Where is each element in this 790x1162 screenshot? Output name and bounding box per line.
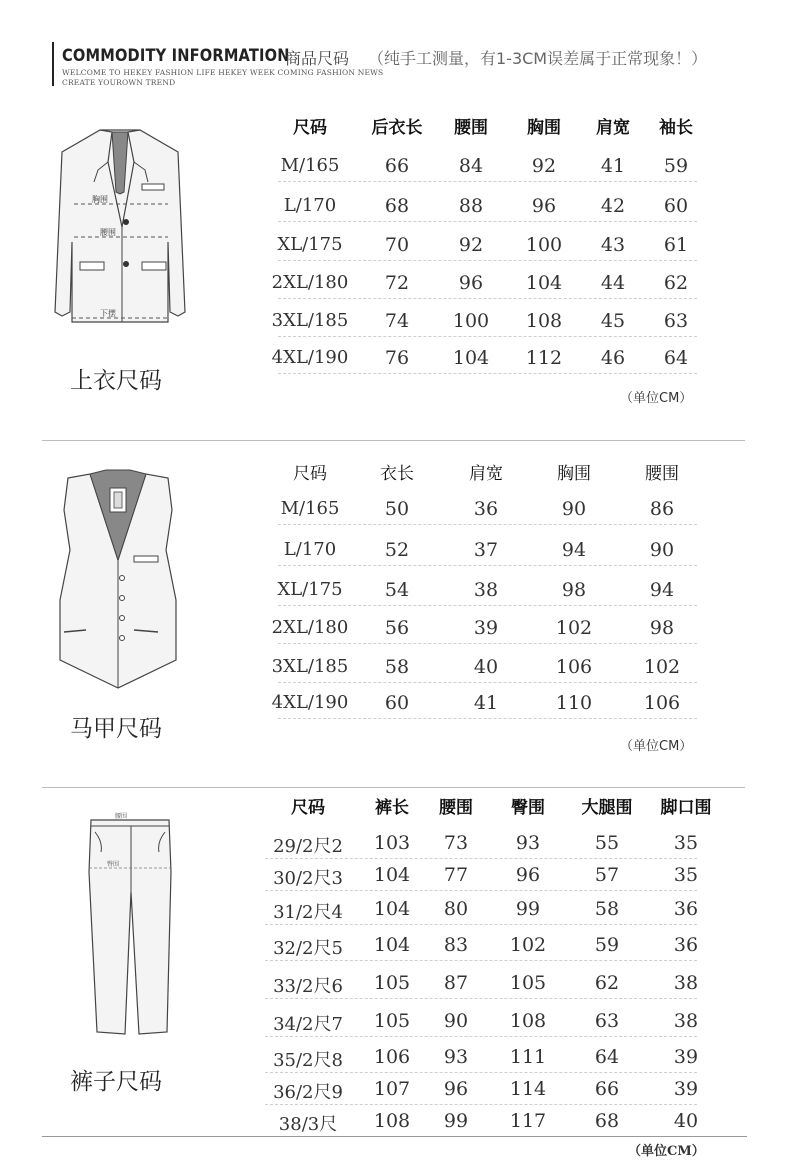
- vest-table-cell: 86: [649, 498, 675, 520]
- jacket-col-header: 尺码: [293, 118, 327, 138]
- pants-table-cell: 29/2尺2: [273, 836, 343, 857]
- jacket-table-cell: 46: [600, 347, 626, 369]
- vest-table-cell: 94: [561, 539, 587, 561]
- jacket-table-cell: 96: [458, 272, 484, 294]
- pants-table-cell: 31/2尺4: [273, 902, 343, 923]
- pants-table-cell: 102: [509, 934, 547, 956]
- pants-table-cell: 105: [373, 1010, 411, 1032]
- jacket-table-cell: 104: [452, 347, 490, 369]
- pants-table-cell: 77: [443, 864, 469, 886]
- jacket-table-cell: 43: [600, 234, 626, 256]
- header-title-cn: 商品尺码: [285, 49, 350, 68]
- pants-table-cell: 96: [443, 1078, 469, 1100]
- pants-table-cell: 114: [509, 1078, 547, 1100]
- pants-table-cell: 104: [373, 934, 411, 956]
- jacket-row-separator: [278, 181, 697, 182]
- jacket-table-cell: 60: [663, 195, 689, 217]
- pants-col-header: 大腿围: [581, 798, 633, 818]
- jacket-table-cell: 4XL/190: [271, 347, 349, 368]
- vest-table-cell: XL/175: [277, 579, 343, 600]
- jacket-table-cell: 3XL/185: [271, 310, 349, 331]
- pants-col-header: 腰围: [439, 798, 473, 818]
- pants-table-cell: 90: [443, 1010, 469, 1032]
- vest-table-cell: 41: [473, 692, 499, 714]
- jacket-table-cell: 112: [525, 347, 563, 369]
- vest-table-cell: 94: [649, 579, 675, 601]
- pants-table-cell: 35: [673, 832, 699, 854]
- pants-table-cell: 66: [594, 1078, 620, 1100]
- vest-table-cell: 4XL/190: [271, 692, 349, 713]
- jacket-diagram: [50, 122, 190, 342]
- pants-row-separator: [265, 890, 697, 891]
- section-divider-2: [42, 787, 745, 788]
- pants-table-cell: 96: [515, 864, 541, 886]
- jacket-diagram-chest: 胸围: [92, 195, 108, 204]
- pants-table-cell: 87: [443, 972, 469, 994]
- jacket-table-cell: 62: [663, 272, 689, 294]
- vest-table-cell: L/170: [283, 539, 337, 560]
- header-note: （纯手工测量，有1-3CM误差属于正常现象！）: [368, 49, 708, 68]
- vest-col-header: 胸围: [557, 464, 591, 484]
- pants-table-cell: 117: [509, 1110, 547, 1132]
- pants-table-cell: 105: [509, 972, 547, 994]
- vest-table-cell: 98: [561, 579, 587, 601]
- jacket-table-cell: 66: [384, 155, 410, 177]
- pants-table-cell: 57: [594, 864, 620, 886]
- vest-table-cell: 110: [555, 692, 593, 714]
- vest-table-cell: 36: [473, 498, 499, 520]
- jacket-table-cell: 63: [663, 310, 689, 332]
- pants-diagram-hip: 臀围: [107, 861, 120, 868]
- pants-table-cell: 111: [509, 1046, 547, 1068]
- pants-table-cell: 93: [515, 832, 541, 854]
- jacket-col-header: 袖长: [659, 118, 693, 138]
- jacket-row-separator: [278, 373, 697, 374]
- header-subtitle-2: CREATE YOUROWN TREND: [62, 78, 176, 87]
- jacket-table-cell: 88: [458, 195, 484, 217]
- pants-table-cell: 107: [373, 1078, 411, 1100]
- pants-table-cell: 104: [373, 864, 411, 886]
- jacket-row-separator: [278, 221, 697, 222]
- jacket-table-cell: 108: [525, 310, 563, 332]
- pants-col-header: 脚口围: [660, 798, 712, 818]
- vest-table-cell: 58: [384, 656, 410, 678]
- vest-table-cell: 98: [649, 617, 675, 639]
- pants-diagram: [85, 812, 175, 1037]
- pants-table-cell: 36: [673, 898, 699, 920]
- pants-col-header: 尺码: [291, 798, 325, 818]
- jacket-row-separator: [278, 260, 697, 261]
- jacket-table-cell: 61: [663, 234, 689, 256]
- jacket-table-cell: 45: [600, 310, 626, 332]
- vest-row-separator: [278, 718, 697, 719]
- vest-table-cell: 90: [649, 539, 675, 561]
- jacket-table-cell: 92: [458, 234, 484, 256]
- pants-table-cell: 59: [594, 934, 620, 956]
- pants-table-cell: 36/2尺9: [273, 1082, 343, 1103]
- pants-row-separator: [265, 998, 697, 999]
- pants-table-cell: 64: [594, 1046, 620, 1068]
- vest-table-cell: 106: [643, 692, 681, 714]
- pants-table-cell: 108: [509, 1010, 547, 1032]
- jacket-table-cell: 84: [458, 155, 484, 177]
- pants-table-cell: 108: [373, 1110, 411, 1132]
- pants-table-cell: 34/2尺7: [273, 1014, 343, 1035]
- pants-table-cell: 62: [594, 972, 620, 994]
- vest-table-cell: 90: [561, 498, 587, 520]
- jacket-diagram-hem: 下摆: [100, 309, 116, 318]
- vest-table-cell: 102: [555, 617, 593, 639]
- vest-table-cell: 37: [473, 539, 499, 561]
- pants-table-cell: 39: [673, 1078, 699, 1100]
- vest-table-cell: 3XL/185: [271, 656, 349, 677]
- vest-table-cell: 106: [555, 656, 593, 678]
- header-subtitle-1: WELCOME TO HEKEY FASHION LIFE HEKEY WEEK COMING FASHION NEWS: [62, 68, 384, 77]
- pants-table-cell: 106: [373, 1046, 411, 1068]
- pants-table-cell: 58: [594, 898, 620, 920]
- pants-row-separator: [265, 960, 697, 961]
- vest-row-separator: [278, 524, 697, 525]
- vest-table-cell: 38: [473, 579, 499, 601]
- pants-table-cell: 80: [443, 898, 469, 920]
- pants-table-cell: 105: [373, 972, 411, 994]
- pants-table-cell: 99: [443, 1110, 469, 1132]
- pants-unit: （单位CM）: [628, 1144, 705, 1159]
- vest-col-header: 尺码: [293, 464, 327, 484]
- jacket-table-cell: M/165: [280, 155, 340, 176]
- pants-table-cell: 35: [673, 864, 699, 886]
- pants-table-cell: 104: [373, 898, 411, 920]
- header-title-en: COMMODITY INFORMATION: [62, 46, 290, 66]
- pants-diagram-waist: 腰围: [115, 813, 128, 820]
- pants-row-separator: [265, 858, 697, 859]
- jacket-table-cell: 100: [452, 310, 490, 332]
- vest-table-cell: 102: [643, 656, 681, 678]
- vest-table-cell: 39: [473, 617, 499, 639]
- pants-col-header: 裤长: [375, 798, 409, 818]
- vest-col-header: 腰围: [645, 464, 679, 484]
- vest-table-cell: 54: [384, 579, 410, 601]
- jacket-table-cell: 104: [525, 272, 563, 294]
- pants-table-cell: 68: [594, 1110, 620, 1132]
- jacket-table-cell: 59: [663, 155, 689, 177]
- pants-table-cell: 93: [443, 1046, 469, 1068]
- jacket-table-cell: 92: [531, 155, 557, 177]
- pants-table-cell: 32/2尺5: [273, 938, 343, 959]
- jacket-table-cell: 76: [384, 347, 410, 369]
- pants-col-header: 臀围: [511, 798, 545, 818]
- jacket-table-cell: 41: [600, 155, 626, 177]
- vest-label: 马甲尺码: [70, 716, 162, 742]
- vest-table-cell: M/165: [280, 498, 340, 519]
- jacket-label: 上衣尺码: [70, 368, 162, 394]
- vest-col-header: 衣长: [380, 464, 414, 484]
- vest-unit: （单位CM）: [620, 739, 693, 754]
- pants-row-separator: [265, 1036, 697, 1037]
- vest-row-separator: [278, 682, 697, 683]
- header-bar: [52, 42, 54, 86]
- pants-row-separator: [265, 1104, 697, 1105]
- jacket-col-header: 胸围: [527, 118, 561, 138]
- jacket-table-cell: 64: [663, 347, 689, 369]
- section-divider-1: [42, 440, 745, 441]
- pants-table-cell: 38: [673, 1010, 699, 1032]
- pants-table-cell: 103: [373, 832, 411, 854]
- vest-row-separator: [278, 565, 697, 566]
- jacket-table-cell: 74: [384, 310, 410, 332]
- section-divider-3: [42, 1136, 747, 1137]
- pants-table-cell: 38: [673, 972, 699, 994]
- jacket-table-cell: 70: [384, 234, 410, 256]
- vest-col-header: 肩宽: [469, 464, 503, 484]
- jacket-row-separator: [278, 298, 697, 299]
- pants-table-cell: 99: [515, 898, 541, 920]
- vest-table-cell: 60: [384, 692, 410, 714]
- vest-table-cell: 40: [473, 656, 499, 678]
- pants-table-cell: 36: [673, 934, 699, 956]
- vest-diagram: [50, 470, 185, 690]
- jacket-table-cell: 96: [531, 195, 557, 217]
- pants-row-separator: [265, 924, 697, 925]
- pants-table-cell: 63: [594, 1010, 620, 1032]
- jacket-col-header: 腰围: [454, 118, 488, 138]
- vest-row-separator: [278, 605, 697, 606]
- pants-table-cell: 73: [443, 832, 469, 854]
- jacket-col-header: 后衣长: [371, 118, 423, 138]
- pants-table-cell: 35/2尺8: [273, 1050, 343, 1071]
- vest-table-cell: 50: [384, 498, 410, 520]
- jacket-table-cell: XL/175: [277, 234, 343, 255]
- vest-table-cell: 52: [384, 539, 410, 561]
- jacket-diagram-waist: 腰围: [100, 228, 116, 237]
- jacket-table-cell: 72: [384, 272, 410, 294]
- jacket-table-cell: 44: [600, 272, 626, 294]
- jacket-unit: （单位CM）: [620, 391, 693, 406]
- pants-table-cell: 33/2尺6: [273, 976, 343, 997]
- jacket-table-cell: 68: [384, 195, 410, 217]
- pants-table-cell: 39: [673, 1046, 699, 1068]
- jacket-table-cell: 100: [525, 234, 563, 256]
- pants-row-separator: [265, 1072, 697, 1073]
- pants-label: 裤子尺码: [70, 1069, 162, 1095]
- jacket-table-cell: 42: [600, 195, 626, 217]
- jacket-col-header: 肩宽: [596, 118, 630, 138]
- jacket-table-cell: 2XL/180: [271, 272, 349, 293]
- vest-table-cell: 56: [384, 617, 410, 639]
- jacket-table-cell: L/170: [283, 195, 337, 216]
- pants-table-cell: 55: [594, 832, 620, 854]
- vest-row-separator: [278, 643, 697, 644]
- pants-table-cell: 40: [673, 1110, 699, 1132]
- vest-table-cell: 2XL/180: [271, 617, 349, 638]
- pants-table-cell: 83: [443, 934, 469, 956]
- pants-table-cell: 38/3尺: [278, 1114, 338, 1135]
- jacket-row-separator: [278, 336, 697, 337]
- pants-table-cell: 30/2尺3: [273, 868, 343, 889]
